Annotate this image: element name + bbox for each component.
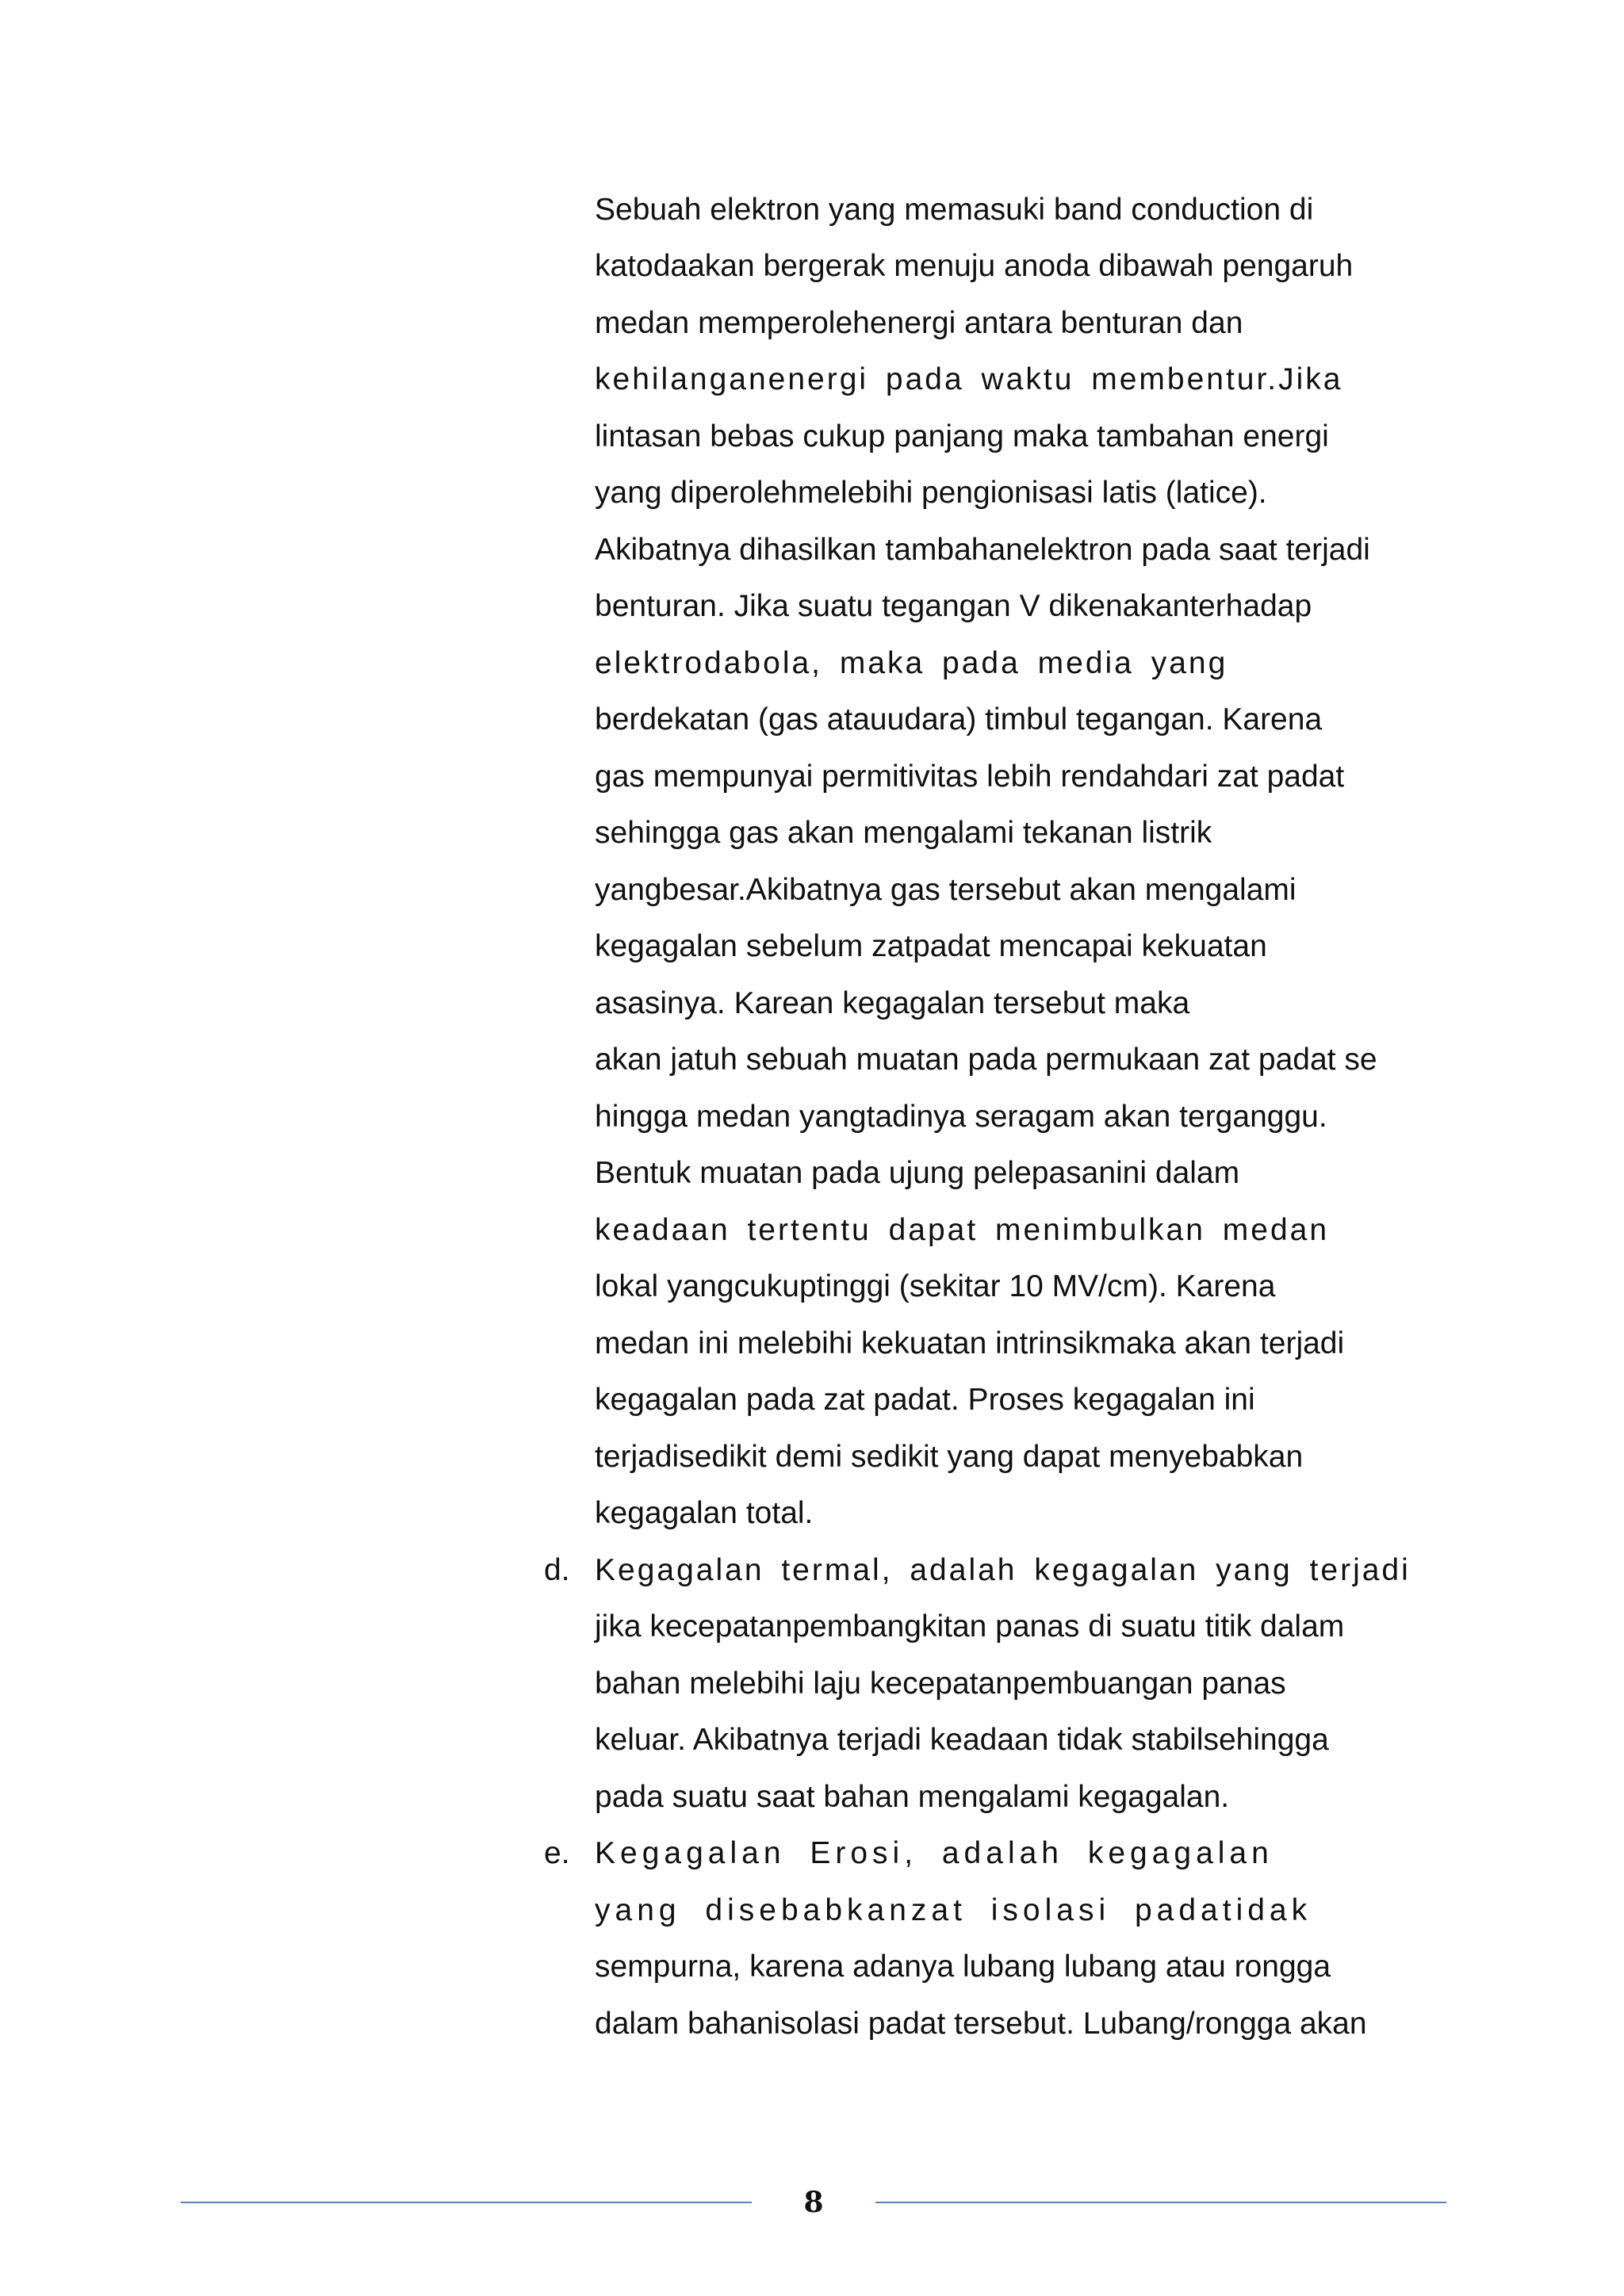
list-item-e-line: sempurna, karena adanya lubang lubang atau rongga	[595, 1950, 1331, 1984]
list-item-e-line: Kegagalan Erosi, adalah kegagalan	[595, 1836, 1274, 1870]
paragraph-line: kegagalan total.	[595, 1496, 814, 1530]
list-item-e-line: dalam bahanisolasi padat tersebut. Lubang/rongga akan	[595, 2007, 1367, 2041]
paragraph-line: Bentuk muatan pada ujung pelepasanini dalam	[595, 1156, 1240, 1190]
paragraph-line: keadaan tertentu dapat menimbulkan medan	[595, 1213, 1330, 1247]
paragraph-line: Akibatnya dihasilkan tambahanelektron pada saat terjadi	[595, 533, 1370, 567]
paragraph-line: kehilanganenergi pada waktu membentur.Jika	[595, 362, 1343, 396]
list-item-d-line: bahan melebihi laju kecepatanpembuangan panas	[595, 1667, 1286, 1701]
page-number: 8	[803, 2186, 824, 2219]
paragraph-line: sehingga gas akan mengalami tekanan listrik	[595, 816, 1212, 850]
paragraph-line: akan jatuh sebuah muatan pada permukaan zat padat se	[595, 1043, 1377, 1077]
list-item-d-line: Kegagalan termal, adalah kegagalan yang terjadi	[595, 1553, 1411, 1587]
paragraph-line: medan memperolehenergi antara benturan dan	[595, 306, 1243, 340]
paragraph-line: Sebuah elektron yang memasuki band conduction di	[595, 193, 1314, 227]
paragraph-line: asasinya. Karean kegagalan tersebut maka	[595, 986, 1190, 1020]
paragraph-line: katodaakan bergerak menuju anoda dibawah pengaruh	[595, 249, 1354, 283]
paragraph-line: yang diperolehmelebihi pengionisasi latis (latice).	[595, 476, 1267, 510]
paragraph-line: yangbesar.Akibatnya gas tersebut akan mengalami	[595, 873, 1297, 907]
paragraph-line: benturan. Jika suatu tegangan V dikenakanterhadap	[595, 589, 1312, 623]
list-item-d-line: jika kecepatanpembangkitan panas di suatu titik dalam	[595, 1609, 1345, 1644]
paragraph-line: medan ini melebihi kekuatan intrinsikmaka akan terjadi	[595, 1326, 1345, 1360]
list-item-d-line: keluar. Akibatnya terjadi keadaan tidak stabilsehingga	[595, 1723, 1329, 1757]
paragraph-line: terjadisedikit demi sedikit yang dapat menyebabkan	[595, 1440, 1304, 1474]
paragraph-line: elektrodabola, maka pada media yang	[595, 646, 1228, 680]
paragraph-line: berdekatan (gas atauudara) timbul tegangan. Karena	[595, 702, 1323, 737]
list-marker-d: d.	[544, 1553, 570, 1587]
list-item-d-line: pada suatu saat bahan mengalami kegagalan.	[595, 1780, 1230, 1814]
footer-rule-left	[181, 2202, 752, 2203]
list-marker-e: e.	[544, 1836, 570, 1870]
paragraph-line: kegagalan pada zat padat. Proses kegagalan ini	[595, 1383, 1255, 1417]
paragraph-line: gas mempunyai permitivitas lebih rendahdari zat padat	[595, 760, 1345, 794]
page-footer	[0, 2183, 1624, 2222]
paragraph-line: lokal yangcukuptinggi (sekitar 10 MV/cm). Karena	[595, 1269, 1276, 1303]
paragraph-line: hingga medan yangtadinya seragam akan terganggu.	[595, 1100, 1327, 1134]
paragraph-line: lintasan bebas cukup panjang maka tambahan energi	[595, 419, 1329, 453]
list-item-e-line: yang disebabkanzat isolasi padatidak	[595, 1893, 1312, 1927]
paragraph-line: kegagalan sebelum zatpadat mencapai kekuatan	[595, 929, 1267, 963]
footer-rule-right	[875, 2202, 1446, 2203]
